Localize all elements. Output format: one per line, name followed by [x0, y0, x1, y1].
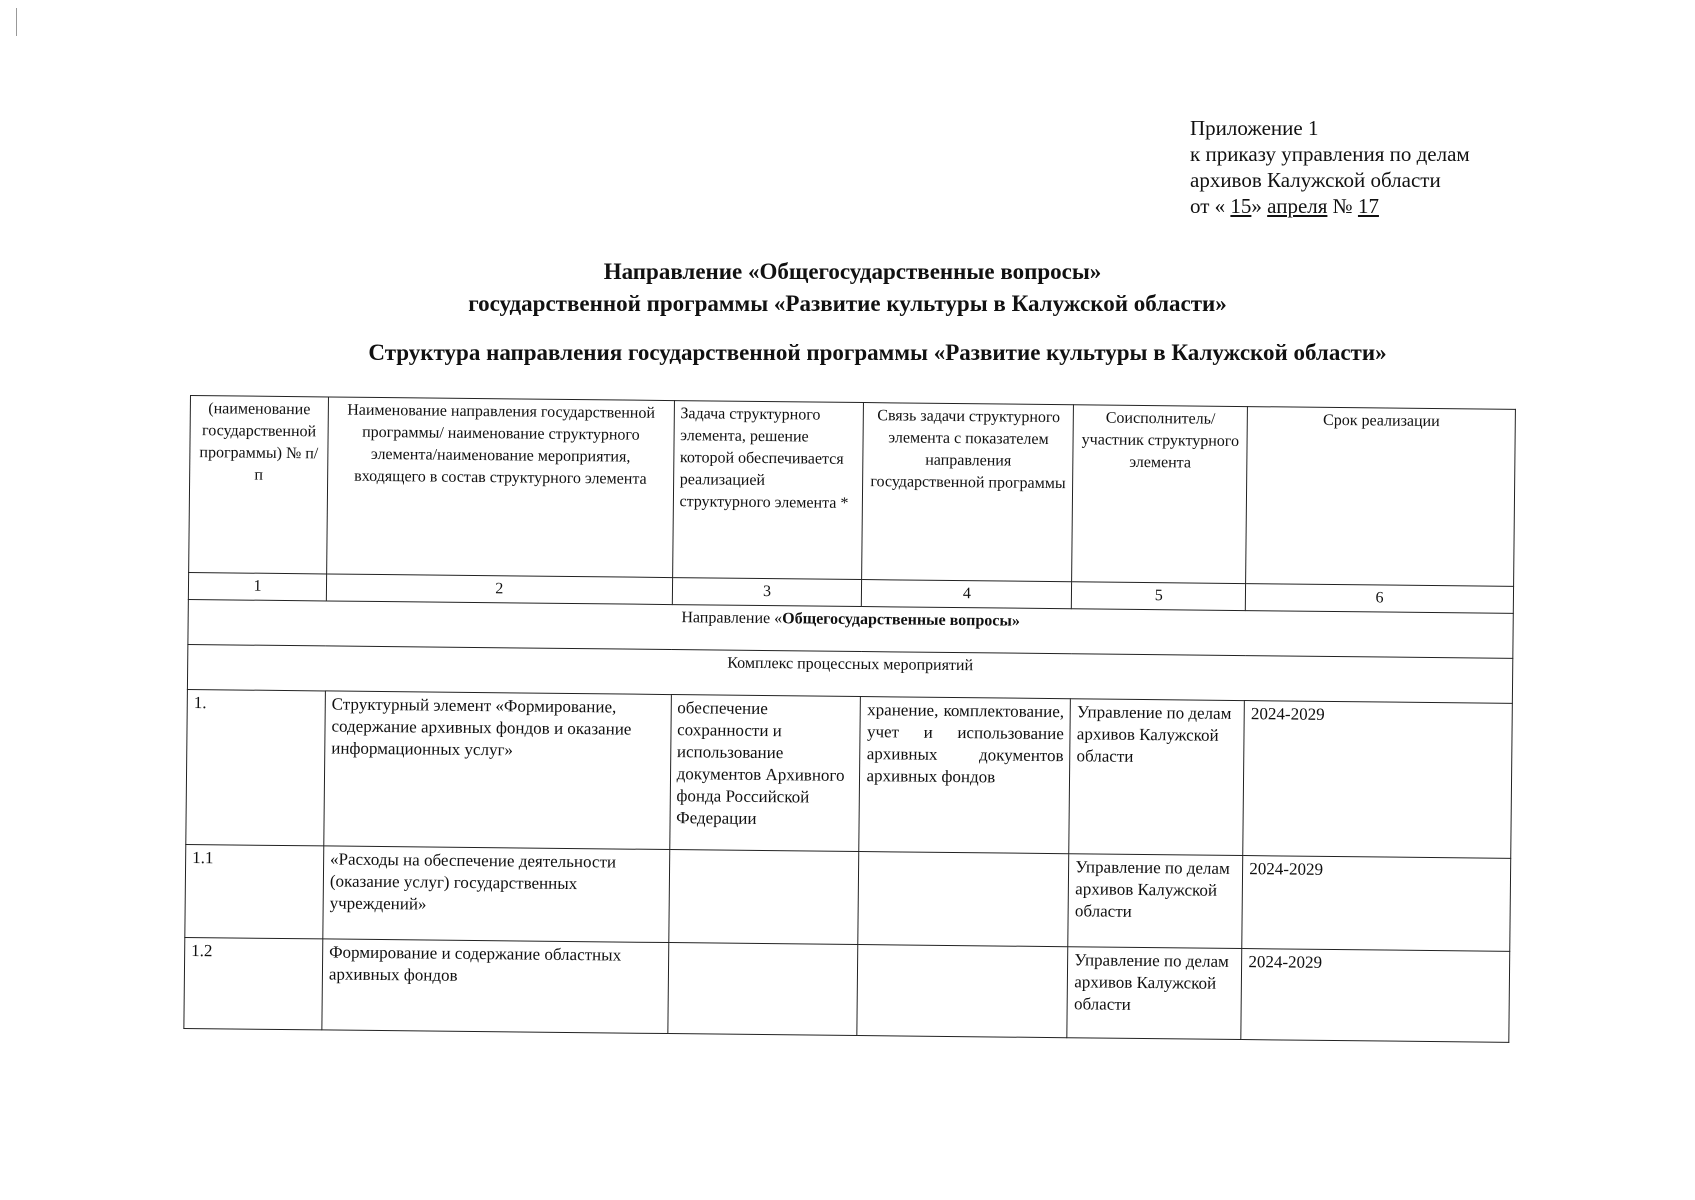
row-link: [857, 945, 1068, 1038]
appendix-date-line: [1190, 193, 1470, 219]
document-title: [0, 256, 1695, 320]
appendix-line-1: Приложение 1: [1190, 116, 1319, 140]
header-cell: Связь задачи структурного элемента с показателем направления государственной программы: [862, 403, 1074, 582]
number-label: №: [1332, 194, 1353, 218]
row-task: [668, 850, 859, 945]
header-cell: Задача структурного элемента, решение которой обеспечивается реализацией структурного элемента *: [672, 401, 864, 580]
column-number: 2: [326, 574, 672, 605]
row-name: Формирование и содержание областных архивных фондов: [322, 939, 669, 1034]
row-name: «Расходы на обеспечение деятельности (оказание услуг) государственных учреждений»: [323, 846, 670, 943]
row-task: [667, 943, 858, 1036]
title-line-1: Направление «Общегосударственные вопросы»: [603, 259, 1102, 284]
scan-mark: [16, 8, 17, 36]
row-period: 2024-2029: [1242, 856, 1511, 952]
date-day: 15: [1230, 194, 1252, 218]
date-prefix: от «: [1190, 194, 1226, 218]
document-subtitle: Структура направления государственной программы «Развитие культуры в Калужской области»: [368, 340, 1387, 365]
row-number: 1.2: [184, 937, 323, 1029]
column-number: 1: [188, 572, 326, 600]
header-cell: Срок реализации: [1246, 407, 1516, 587]
order-number: 17: [1357, 194, 1379, 218]
table-header-row: [189, 396, 1516, 587]
row-number: 1.1: [185, 844, 324, 938]
column-number: 4: [862, 580, 1072, 609]
row-period: 2024-2029: [1241, 949, 1510, 1043]
row-executor: Управление по делам архивов Калужской области: [1068, 854, 1243, 949]
row-link: [858, 852, 1069, 947]
header-cell: (наименование государственной программы) № п/п: [189, 396, 329, 574]
table-row: [186, 689, 1513, 858]
appendix-block: [1190, 115, 1470, 219]
structure-table: [183, 395, 1516, 1043]
table-row: [185, 844, 1511, 951]
date-month: апреля: [1267, 194, 1328, 218]
column-number: 5: [1072, 582, 1246, 611]
row-period: 2024-2029: [1243, 701, 1512, 859]
header-cell: Соисполнитель/ участник структурного элемента: [1072, 405, 1248, 584]
appendix-line-2: к приказу управления по делам: [1190, 142, 1470, 166]
date-mid: »: [1251, 194, 1262, 218]
row-task: обеспечение сохранности и использование документов Архивного фонда Российской Федерации: [669, 695, 860, 852]
section-prefix: Направление «: [681, 609, 783, 628]
title-line-2: государственной программы «Развитие культуры в Калужской области»: [468, 291, 1227, 316]
subsection-cell: Комплекс процессных мероприятий: [187, 644, 1512, 703]
header-cell: Наименование направления государственной программы/ наименование структурного элемента/наименование мероприятия, входящего в состав структурного элемента: [327, 397, 674, 578]
row-link: хранение, комплектование, учет и использование архивных документов архивных фондов: [859, 697, 1070, 854]
row-executor: Управление по делам архивов Калужской области: [1067, 947, 1242, 1040]
column-number: 6: [1246, 584, 1514, 614]
row-number: 1.: [186, 689, 326, 845]
appendix-line-3: архивов Калужской области: [1190, 168, 1441, 192]
row-executor: Управление по делам архивов Калужской области: [1069, 699, 1245, 856]
column-number: 3: [672, 578, 862, 607]
table-row: [184, 937, 1510, 1042]
row-name: Структурный элемент «Формирование, содержание архивных фондов и оказание информационных услуг»: [324, 691, 671, 850]
section-bold: Общегосударственные вопросы»: [782, 610, 1021, 630]
